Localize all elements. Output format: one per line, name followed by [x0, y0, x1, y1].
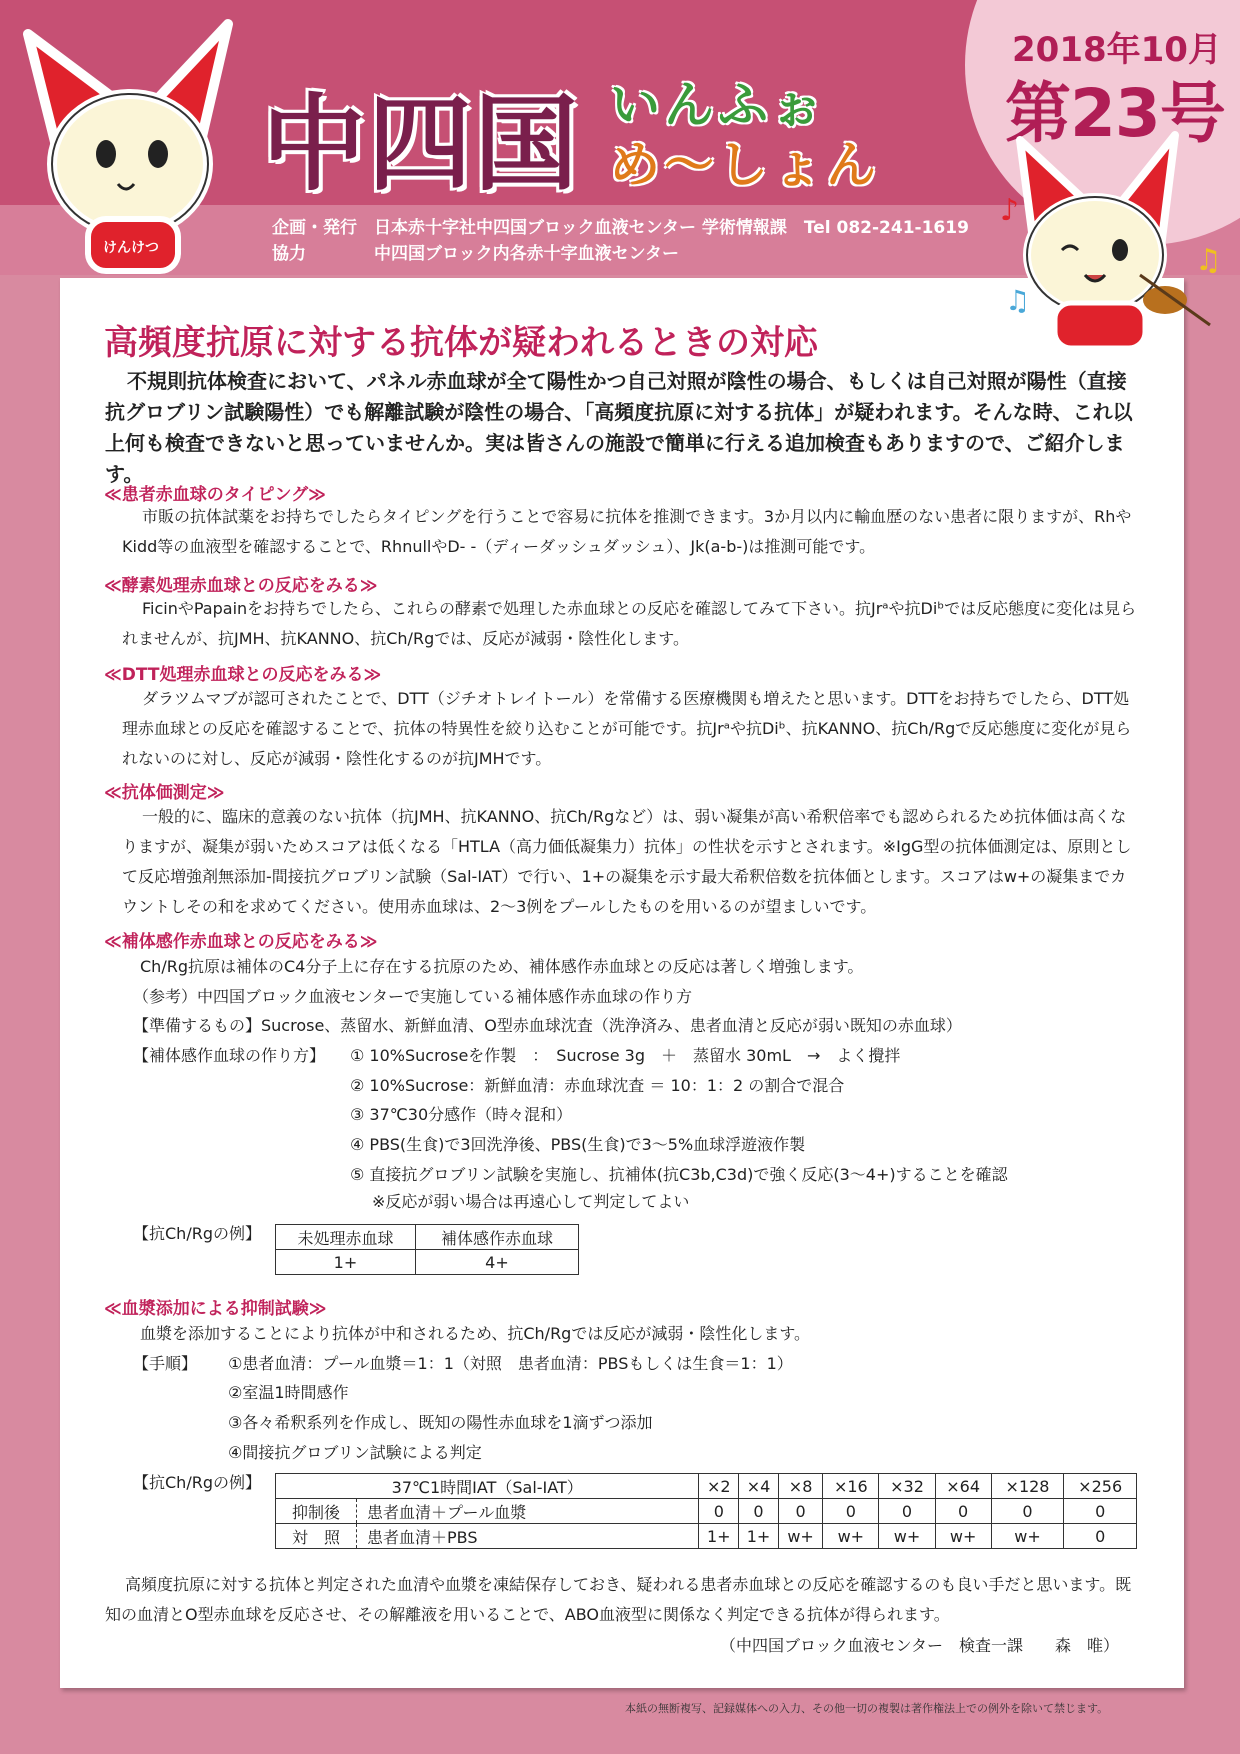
complement-step: ③ 37℃30分感作（時々混和）: [350, 1105, 573, 1124]
coop-label: 協力: [272, 244, 306, 264]
table-header-cell: 補体感作赤血球: [415, 1225, 578, 1250]
newsletter-brand: 中四国: [262, 82, 581, 205]
inhibition-step: ②室温1時間感作: [228, 1383, 349, 1402]
complement-step: ① 10%Sucroseを作製 ： Sucrose 3g ＋ 蒸留水 30mL → よく攪拌: [350, 1046, 901, 1065]
section-title-enzyme: ≪酵素処理赤血球との反応をみる≫: [104, 576, 378, 596]
svg-text:♫: ♫: [1005, 284, 1031, 317]
table-row: [276, 1499, 1137, 1524]
table-cell: 0: [1064, 1499, 1137, 1524]
table-cell: 0: [823, 1499, 879, 1524]
article-author: （中四国ブロック血液センター 検査一課 森 唯）: [720, 1636, 1120, 1655]
newsletter-brand-sub1: いんふぉ: [610, 76, 826, 134]
complement-prep-materials: 【準備するもの】Sucrose、蒸留水、新鮮血清、O型赤血球沈査（洗浄済み、患者血清と反応が弱い既知の赤血球）: [133, 1016, 962, 1035]
table-header-cell: ×8: [778, 1474, 822, 1499]
section-text-typing: 市販の抗体試薬をお持ちでしたらタイピングを行うことで容易に抗体を推測できます。3か月以内に輸血歴のない患者に限りますが、RhやKidd等の血液型を確認することで、RhnullやD- -（ディーダッシュダッシュ）、Jk(a-b-)は推測可能です。: [122, 507, 1132, 556]
article-title: 高頻度抗原に対する抗体が疑われるときの対応: [104, 323, 818, 363]
publisher-value: 日本赤十字社中四国ブロック血液センター 学術情報課 Tel 082-241-1619: [374, 218, 969, 238]
section-text-enzyme: FicinやPapainをお持ちでしたら、これらの酵素で処理した赤血球との反応を確認してみて下さい。抗Jrᵃや抗Diᵇでは反応態度に変化は見られませんが、抗JMH、抗KANNO、抗Ch/Rgでは、反応が減弱・陰性化します。: [122, 599, 1137, 648]
complement-line-2: （参考）中四国ブロック血液センターで実施している補体感作赤血球の作り方: [133, 987, 693, 1006]
mascot-left-illustration: [18, 14, 248, 284]
section-title-titer: ≪抗体価測定≫: [104, 783, 225, 803]
example1-label: 【抗Ch/Rgの例】: [133, 1224, 261, 1243]
section-text-dtt: ダラツムマブが認可されたことで、DTT（ジチオトレイトール）を常備する医療機関も増えたと思います。DTTをお持ちでしたら、DTT処理赤血球との反応を確認することで、抗体の特異性を絞り込むことが可能です。抗Jrᵃや抗Diᵇ、抗KANNO、抗Ch/Rgで反応態度に変化が見られないのに対し、反応が減弱・陰性化するのが抗JMHです。: [122, 689, 1132, 768]
table-row: [276, 1250, 579, 1275]
table-header-cell: ×2: [699, 1474, 739, 1499]
table-cell: w+: [879, 1524, 935, 1549]
inhibition-step: ③各々希釈系列を作成し、既知の陽性赤血球を1滴ずつ添加: [228, 1413, 653, 1432]
table-cell: 0: [935, 1499, 991, 1524]
complement-step: ④ PBS(生食)で3回洗浄後、PBS(生食)で3〜5%血球浮遊液作製: [350, 1135, 806, 1154]
table-row: [276, 1225, 579, 1250]
table-cell: 1+: [739, 1524, 779, 1549]
publisher-label: 企画・発行: [272, 218, 357, 238]
complement-step: ② 10%Sucrose：新鮮血清：赤血球沈査 ＝ 10：1：2 の割合で混合: [350, 1076, 845, 1095]
table-row-desc: 患者血清＋PBS: [357, 1524, 699, 1549]
music-note-icon: ♫: [1195, 243, 1222, 278]
section-title-typing: ≪患者赤血球のタイピング≫: [104, 485, 326, 505]
section-title-dtt: ≪DTT処理赤血球との反応をみる≫: [104, 665, 382, 685]
copyright-notice: 本紙の無断複写、記録媒体への入力、その他一切の複製は著作権法上での例外を除いて禁じます。: [625, 1702, 1109, 1715]
example2-table: [275, 1473, 1137, 1549]
table-cell: w+: [823, 1524, 879, 1549]
table-row: [276, 1524, 1137, 1549]
music-note-icon: ♪: [1000, 193, 1020, 228]
table-cell: 0: [778, 1499, 822, 1524]
table-header-cell: ×256: [1064, 1474, 1137, 1499]
table-row-desc: 患者血清＋プール血漿: [357, 1499, 699, 1524]
complement-step: ⑤ 直接抗グロブリン試験を実施し、抗補体(抗C3b,C3d)で強く反応(3〜4+)することを確認: [350, 1165, 1008, 1184]
table-header-cell: ×32: [879, 1474, 935, 1499]
table-cell: 0: [1064, 1524, 1137, 1549]
table-cell: 4+: [415, 1250, 578, 1275]
inhibition-procedure-label: 【手順】: [133, 1354, 198, 1373]
table-cell: w+: [935, 1524, 991, 1549]
section-title-inhibition: ≪血漿添加による抑制試験≫: [104, 1299, 327, 1319]
table-header-cell: 未処理赤血球: [276, 1225, 416, 1250]
complement-method-label: 【補体感作血球の作り方】: [133, 1046, 326, 1065]
publisher-info: [272, 215, 969, 267]
table-header-cell: 37℃1時間IAT（Sal-IAT）: [276, 1474, 699, 1499]
complement-note: ※反応が弱い場合は再遠心して判定してよい: [372, 1192, 690, 1211]
table-row-label: 対 照: [276, 1524, 357, 1549]
section-title-complement: ≪補体感作赤血球との反応をみる≫: [104, 932, 378, 952]
issue-date: 2018年10月: [1012, 30, 1222, 70]
table-header-cell: ×16: [823, 1474, 879, 1499]
table-header-cell: ×128: [991, 1474, 1064, 1499]
example1-table: [275, 1224, 579, 1275]
example2-label: 【抗Ch/Rgの例】: [133, 1473, 261, 1492]
closing-paragraph: 高頻度抗原に対する抗体と判定された血清や血漿を凍結保存しておき、疑われる患者赤血球との反応を確認するのも良い手だと思います。既知の血清とO型赤血球を反応させ、その解離液を用いることで、ABO血液型に関係なく判定できる抗体が得られます。: [105, 1575, 1132, 1624]
newsletter-brand-sub2: め〜しょん: [610, 136, 880, 194]
table-cell: 1+: [276, 1250, 416, 1275]
mascot-right-violin-illustration: [1000, 125, 1240, 355]
table-cell: w+: [778, 1524, 822, 1549]
mascot-shirt-text: けんけつ: [103, 240, 159, 256]
table-cell: 0: [699, 1499, 739, 1524]
section-text-titer: 一般的に、臨床的意義のない抗体（抗JMH、抗KANNO、抗Ch/Rgなど）は、弱い凝集が高い希釈倍率でも認められるため抗体価は高くなりますが、凝集が弱いためスコアは低くなる「HTLA（高力価低凝集力）抗体」の性状を示すとされます。※IgG型の抗体価測定は、原則として反応増強剤無添加-間接抗グロブリン試験（Sal-IAT）で行い、1+の凝集を示す最大希釈倍数を抗体価とします。スコアはw+の凝集までカウントしその和を求めてください。使用赤血球は、2〜3例をプールしたものを用いるのが望ましいです。: [122, 807, 1132, 916]
table-cell: 0: [991, 1499, 1064, 1524]
table-cell: 1+: [699, 1524, 739, 1549]
article-lead: 不規則抗体検査において、パネル赤血球が全て陽性かつ自己対照が陰性の場合、もしくは自己対照が陽性（直接抗グロブリン試験陽性）でも解離試験が陰性の場合、「高頻度抗原に対する抗体」が疑われます。そんな時、これ以上何も検査できないと思っていませんか。実は皆さんの施設で簡単に行える追加検査もありますので、ご紹介します。: [105, 369, 1133, 486]
complement-line-1: Ch/Rg抗原は補体のC4分子上に存在する抗原のため、補体感作赤血球との反応は著しく増強します。: [140, 957, 864, 976]
table-cell: w+: [991, 1524, 1064, 1549]
music-note-icon: [1000, 280, 1040, 320]
table-row-label: 抑制後: [276, 1499, 357, 1524]
issue-number: 第23号: [1005, 75, 1225, 152]
inhibition-line-1: 血漿を添加することにより抗体が中和されるため、抗Ch/Rgでは反応が減弱・陰性化します。: [140, 1324, 811, 1343]
coop-value: 中四国ブロック内各赤十字血液センター: [374, 244, 679, 264]
table-header-cell: ×64: [935, 1474, 991, 1499]
inhibition-step: ④間接抗グロブリン試験による判定: [228, 1443, 482, 1462]
table-cell: 0: [879, 1499, 935, 1524]
table-header-cell: ×4: [739, 1474, 779, 1499]
inhibition-step: ①患者血清：プール血漿＝1：1（対照 患者血清：PBSもしくは生食＝1：1）: [228, 1354, 793, 1373]
table-cell: 0: [739, 1499, 779, 1524]
table-row: [276, 1474, 1137, 1499]
